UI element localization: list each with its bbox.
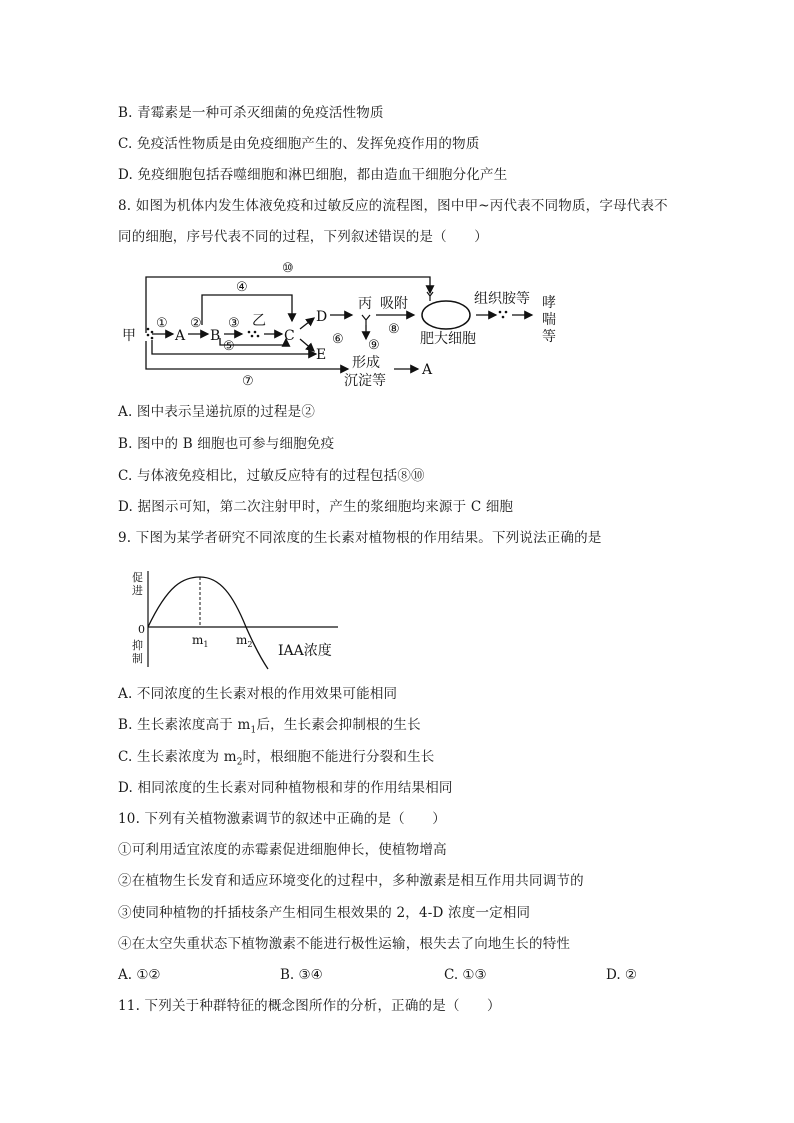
tick-m2: $m_2$ — [236, 633, 253, 649]
q10-stem: 10. 下列有关植物激素调节的叙述中正确的是（ ） — [118, 811, 446, 827]
diagram-cell-a: A — [175, 328, 186, 344]
q10-option-d: D. ② — [606, 967, 638, 983]
y-promote-1: 促 — [132, 571, 143, 584]
diagram-histamine-label: 组织胺等 — [474, 291, 530, 307]
q10-option-c: C. ①③ — [444, 967, 487, 983]
x-axis-label: IAA浓度 — [278, 643, 332, 659]
q9-option-a: A. 不同浓度的生长素对根的作用效果可能相同 — [118, 686, 398, 702]
step-8: ⑧ — [388, 322, 400, 337]
origin-label: 0 — [138, 623, 145, 636]
q9-option-d: D. 相同浓度的生长素对同种植物根和芽的作用结果相同 — [118, 780, 453, 796]
q10-statement-3: ③使同种植物的扦插枝条产生相同生根效果的 2，4-D 浓度一定相同 — [118, 905, 531, 921]
q10-option-b: B. ③④ — [280, 967, 323, 983]
diagram-asthma-3: 等 — [542, 329, 556, 345]
q8-option-a: A. 图中表示呈递抗原的过程是② — [118, 404, 316, 420]
step-5: ⑤ — [223, 339, 235, 354]
diagram-jia-label: 甲 — [122, 328, 136, 344]
step-2: ② — [190, 316, 202, 331]
step-1: ① — [156, 316, 168, 331]
diagram-yi-label: 乙 — [252, 313, 266, 329]
diagram-bing-label: 丙 — [358, 296, 372, 312]
step-6: ⑥ — [332, 332, 344, 347]
auxin-effect-chart — [128, 565, 368, 675]
q8-option-c: C. 与体液免疫相比，过敏反应特有的过程包括⑧⑩ — [118, 468, 425, 484]
q9-option-c: C. 生长素浓度为 $m_2$时，根细胞不能进行分裂和生长 — [118, 749, 435, 768]
diagram-a-end: A — [422, 362, 433, 378]
q8-option-b: B. 图中的 B 细胞也可参与细胞免疫 — [118, 436, 335, 452]
diagram-cell-c: C — [284, 328, 295, 344]
step-4: ④ — [236, 280, 248, 295]
diagram-asthma-2: 喘 — [542, 312, 556, 328]
diagram-cell-b: B — [210, 328, 221, 344]
q9-stem: 9. 下图为某学者研究不同浓度的生长素对植物根的作用结果。下列说法正确的是 — [118, 530, 602, 546]
step-3: ③ — [228, 316, 240, 331]
q8-stem-line2: 同的细胞，序号代表不同的过程，下列叙述错误的是（ ） — [118, 229, 488, 245]
q9-option-b: B. 生长素浓度高于 $m_1$后，生长素会抑制根的生长 — [118, 717, 421, 736]
q11-stem: 11. 下列关于种群特征的概念图所作的分析，正确的是（ ） — [118, 998, 501, 1014]
q7-option-c: C. 免疫活性物质是由免疫细胞产生的、发挥免疫作用的物质 — [118, 136, 480, 152]
q7-option-b: B. 青霉素是一种可杀灭细菌的免疫活性物质 — [118, 105, 384, 121]
diagram-cell-d: D — [316, 309, 328, 325]
mast-cell-shape — [422, 301, 470, 329]
q10-statement-2: ②在植物生长发育和适应环境变化的过程中，多种激素是相互作用共同调节的 — [118, 873, 584, 889]
y-promote-2: 进 — [132, 584, 143, 597]
q8-option-d: D. 据图示可知，第二次注射甲时，产生的浆细胞均来源于 C 细胞 — [118, 499, 514, 515]
q10-option-a: A. ①② — [118, 967, 161, 983]
step-7: ⑦ — [242, 374, 254, 389]
diagram-cell-e: E — [316, 347, 327, 363]
q8-stem-line1: 8. 如图为机体内发生体液免疫和过敏反应的流程图，图中甲~丙代表不同物质，字母代表不 — [118, 198, 668, 214]
y-inhibit-1: 抑 — [132, 639, 143, 652]
q10-statement-1: ①可利用适宜浓度的赤霉素促进细胞伸长，使植物增高 — [118, 842, 447, 858]
immune-flow-diagram — [118, 255, 578, 395]
step-10: ⑩ — [282, 261, 294, 276]
diagram-adsorb-label: 吸附 — [380, 296, 408, 312]
q7-option-d: D. 免疫细胞包括吞噬细胞和淋巴细胞，都由造血干细胞分化产生 — [118, 167, 508, 183]
diagram-mast-cell-label: 肥大细胞 — [420, 331, 476, 347]
q10-statement-4: ④在太空失重状态下植物激素不能进行极性运输，根失去了向地生长的特性 — [118, 936, 571, 952]
tick-m1: $m_1$ — [192, 633, 209, 649]
diagram-precip-label: 沉淀等 — [344, 373, 386, 389]
step-9: ⑨ — [368, 338, 380, 353]
y-inhibit-2: 制 — [132, 652, 143, 665]
response-curve — [148, 577, 268, 669]
diagram-asthma-1: 哮 — [542, 295, 556, 311]
diagram-form-label: 形成 — [352, 355, 380, 371]
